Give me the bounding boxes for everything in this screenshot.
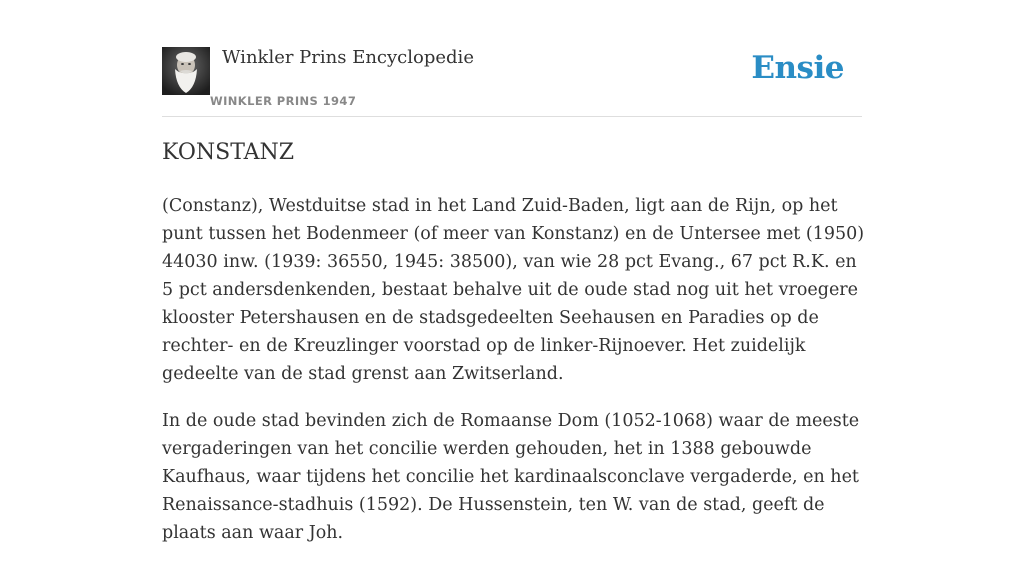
source-header <box>162 44 862 117</box>
bearded-man-portrait-icon <box>162 47 210 95</box>
article-paragraph: (Constanz), Westduitse stad in het Land Zuid-Baden, ligt aan de Rijn, op het punt tussen het Bodenmeer (of meer van Konstanz) en de Untersee met (1950) 44030 inw. (1939: 36550, 1945: 38500), van wie 28 pct Evang., 67 pct R.K. en 5 pct andersdenkenden, bestaat behalve uit de oude stad nog uit het vroegere klooster Petershausen en de stadsgedeelten Seehausen en Paradies op de rechter- en de Kreuzlinger voorstad op de linker-Rijnoever. Het zuidelijk gedeelte van de stad grenst aan Zwitserland. <box>162 196 865 384</box>
article-paragraph: In de oude stad bevinden zich de Romaanse Dom (1052-1068) waar de meeste vergaderingen van het concilie werden gehouden, het in 1388 gebouwde Kaufhaus, waar tijdens het concilie het kardinaalsconclave vergaderde, en het Renaissance-stadhuis (1592). De Hussenstein, ten W. van de stad, geeft de plaats aan waar Joh. <box>162 411 860 543</box>
article-title: KONSTANZ <box>162 140 295 165</box>
article-body <box>162 192 867 566</box>
ensie-logo[interactable]: Ensie <box>751 50 844 86</box>
avatar[interactable] <box>162 47 210 95</box>
source-subtitle: WINKLER PRINS 1947 <box>210 94 357 108</box>
source-title[interactable]: Winkler Prins Encyclopedie <box>222 47 474 68</box>
